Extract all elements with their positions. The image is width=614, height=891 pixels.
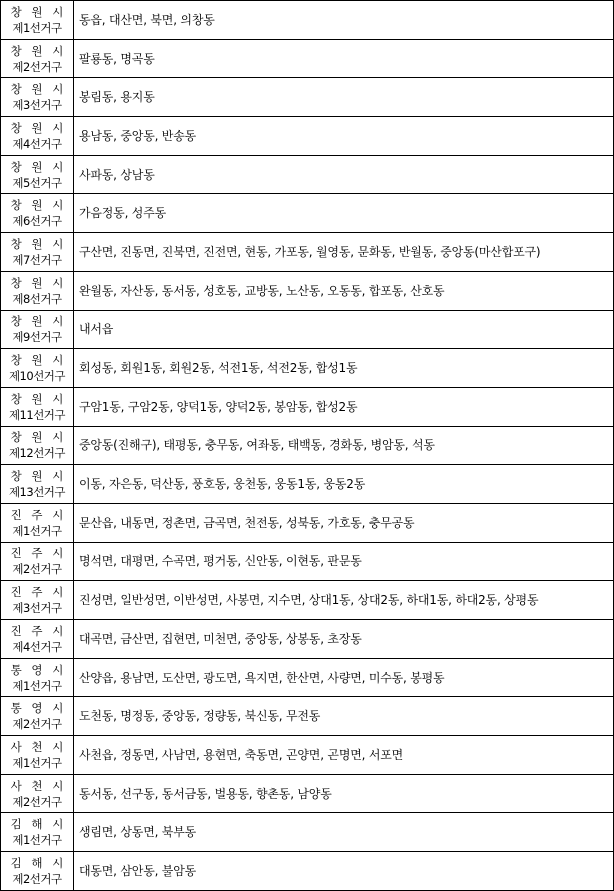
table-row: [1, 233, 614, 272]
district-name-cell: [1, 387, 74, 426]
district-name-cell: [1, 1, 74, 40]
district-areas: 회성동, 회원1동, 회원2동, 석전1동, 석전2동, 합성1동: [74, 349, 614, 388]
district-number: 제6선거구: [12, 214, 62, 229]
table-row: [1, 78, 614, 117]
city-name: 김 해 시: [10, 855, 67, 870]
district-areas: 명석면, 대평면, 수곡면, 평거동, 신안동, 이현동, 판문동: [74, 542, 614, 581]
district-name-cell: [1, 736, 74, 775]
district-areas: 구산면, 진동면, 진북면, 진전면, 현동, 가포동, 월영동, 문화동, 반월동, 중앙동(마산합포구): [74, 233, 614, 272]
district-name-cell: [1, 426, 74, 465]
city-name: 창 원 시: [10, 236, 67, 251]
table-row: [1, 426, 614, 465]
city-name: 창 원 시: [10, 469, 67, 484]
district-number: 제2선거구: [12, 717, 62, 732]
table-row: [1, 1, 614, 40]
district-number: 제4선거구: [12, 136, 62, 151]
district-number: 제8선거구: [12, 291, 62, 306]
district-areas: 진성면, 일반성면, 이반성면, 사봉면, 지수면, 상대1동, 상대2동, 하대1동, 하대2동, 상평동: [74, 581, 614, 620]
district-areas: 생림면, 상동면, 북부동: [74, 813, 614, 852]
city-name: 사 천 시: [10, 739, 67, 754]
city-name: 창 원 시: [10, 198, 67, 213]
district-number: 제10선거구: [8, 369, 66, 384]
district-name-cell: [1, 155, 74, 194]
district-areas: 완월동, 자산동, 동서동, 성호동, 교방동, 노산동, 오동동, 합포동, 산호동: [74, 271, 614, 310]
district-areas: 대동면, 삼안동, 불암동: [74, 852, 614, 891]
city-name: 김 해 시: [10, 817, 67, 832]
city-name: 진 주 시: [10, 507, 67, 522]
table-body: [1, 1, 614, 891]
table-row: [1, 271, 614, 310]
city-name: 창 원 시: [10, 314, 67, 329]
district-areas: 동읍, 대산면, 북면, 의창동: [74, 1, 614, 40]
city-name: 진 주 시: [10, 585, 67, 600]
district-name-cell: [1, 503, 74, 542]
table-row: [1, 542, 614, 581]
district-name-cell: [1, 697, 74, 736]
district-areas: 가음정동, 성주동: [74, 194, 614, 233]
district-name-cell: [1, 852, 74, 891]
table-row: [1, 155, 614, 194]
district-areas: 대곡면, 금산면, 집현면, 미천면, 중앙동, 상봉동, 초장동: [74, 620, 614, 659]
city-name: 창 원 시: [10, 430, 67, 445]
district-name-cell: [1, 465, 74, 504]
district-number: 제3선거구: [12, 601, 62, 616]
district-name-cell: [1, 271, 74, 310]
district-areas: 봉림동, 용지동: [74, 78, 614, 117]
district-name-cell: [1, 349, 74, 388]
city-name: 통 영 시: [10, 701, 67, 716]
district-areas: 동서동, 선구동, 동서금동, 벌용동, 향촌동, 남양동: [74, 774, 614, 813]
district-number: 제13선거구: [8, 485, 66, 500]
district-name-cell: [1, 620, 74, 659]
district-number: 제12선거구: [8, 446, 66, 461]
district-number: 제9선거구: [12, 330, 62, 345]
table-row: [1, 620, 614, 659]
city-name: 창 원 시: [10, 4, 67, 19]
district-areas: 용남동, 중앙동, 반송동: [74, 117, 614, 156]
district-number: 제1선거구: [12, 833, 62, 848]
city-name: 통 영 시: [10, 662, 67, 677]
district-number: 제1선거구: [12, 523, 62, 538]
city-name: 창 원 시: [10, 159, 67, 174]
district-number: 제1선거구: [12, 20, 62, 35]
district-areas: 사파동, 상남동: [74, 155, 614, 194]
table-row: [1, 39, 614, 78]
district-number: 제7선거구: [12, 252, 62, 267]
district-name-cell: [1, 774, 74, 813]
city-name: 진 주 시: [10, 623, 67, 638]
table-row: [1, 349, 614, 388]
district-number: 제1선거구: [12, 678, 62, 693]
district-name-cell: [1, 581, 74, 620]
district-name-cell: [1, 194, 74, 233]
city-name: 창 원 시: [10, 82, 67, 97]
district-name-cell: [1, 813, 74, 852]
table-row: [1, 503, 614, 542]
district-number: 제2선거구: [12, 59, 62, 74]
city-name: 진 주 시: [10, 546, 67, 561]
district-areas: 팔룡동, 명곡동: [74, 39, 614, 78]
city-name: 사 천 시: [10, 778, 67, 793]
district-name-cell: [1, 542, 74, 581]
city-name: 창 원 시: [10, 275, 67, 290]
table-row: [1, 697, 614, 736]
district-name-cell: [1, 658, 74, 697]
city-name: 창 원 시: [10, 391, 67, 406]
city-name: 창 원 시: [10, 43, 67, 58]
district-number: 제3선거구: [12, 98, 62, 113]
district-name-cell: [1, 39, 74, 78]
table-row: [1, 736, 614, 775]
table-row: [1, 465, 614, 504]
table-row: [1, 581, 614, 620]
district-name-cell: [1, 117, 74, 156]
table-row: [1, 658, 614, 697]
district-areas: 내서읍: [74, 310, 614, 349]
district-areas: 사천읍, 정동면, 사남면, 용현면, 축동면, 곤양면, 곤명면, 서포면: [74, 736, 614, 775]
table-row: [1, 774, 614, 813]
district-number: 제2선거구: [12, 871, 62, 886]
table-row: [1, 387, 614, 426]
district-number: 제4선거구: [12, 639, 62, 654]
district-number: 제5선거구: [12, 175, 62, 190]
district-areas: 중앙동(진해구), 태평동, 충무동, 여좌동, 태백동, 경화동, 병암동, 석동: [74, 426, 614, 465]
district-areas: 문산읍, 내동면, 정촌면, 금곡면, 천전동, 성북동, 가호동, 충무공동: [74, 503, 614, 542]
district-areas: 구암1동, 구암2동, 양덕1동, 양덕2동, 봉암동, 합성2동: [74, 387, 614, 426]
district-name-cell: [1, 233, 74, 272]
district-areas: 산양읍, 용남면, 도산면, 광도면, 욕지면, 한산면, 사량면, 미수동, 봉평동: [74, 658, 614, 697]
city-name: 창 원 시: [10, 353, 67, 368]
district-number: 제2선거구: [12, 562, 62, 577]
table-row: [1, 852, 614, 891]
district-areas: 이동, 자은동, 덕산동, 풍호동, 웅천동, 웅동1동, 웅동2동: [74, 465, 614, 504]
table-row: [1, 813, 614, 852]
district-number: 제1선거구: [12, 755, 62, 770]
district-areas: 도천동, 명정동, 중앙동, 정량동, 북신동, 무전동: [74, 697, 614, 736]
table-row: [1, 117, 614, 156]
district-number: 제2선거구: [12, 794, 62, 809]
district-name-cell: [1, 78, 74, 117]
table-row: [1, 310, 614, 349]
table-row: [1, 194, 614, 233]
city-name: 창 원 시: [10, 120, 67, 135]
district-name-cell: [1, 310, 74, 349]
district-number: 제11선거구: [8, 407, 66, 422]
